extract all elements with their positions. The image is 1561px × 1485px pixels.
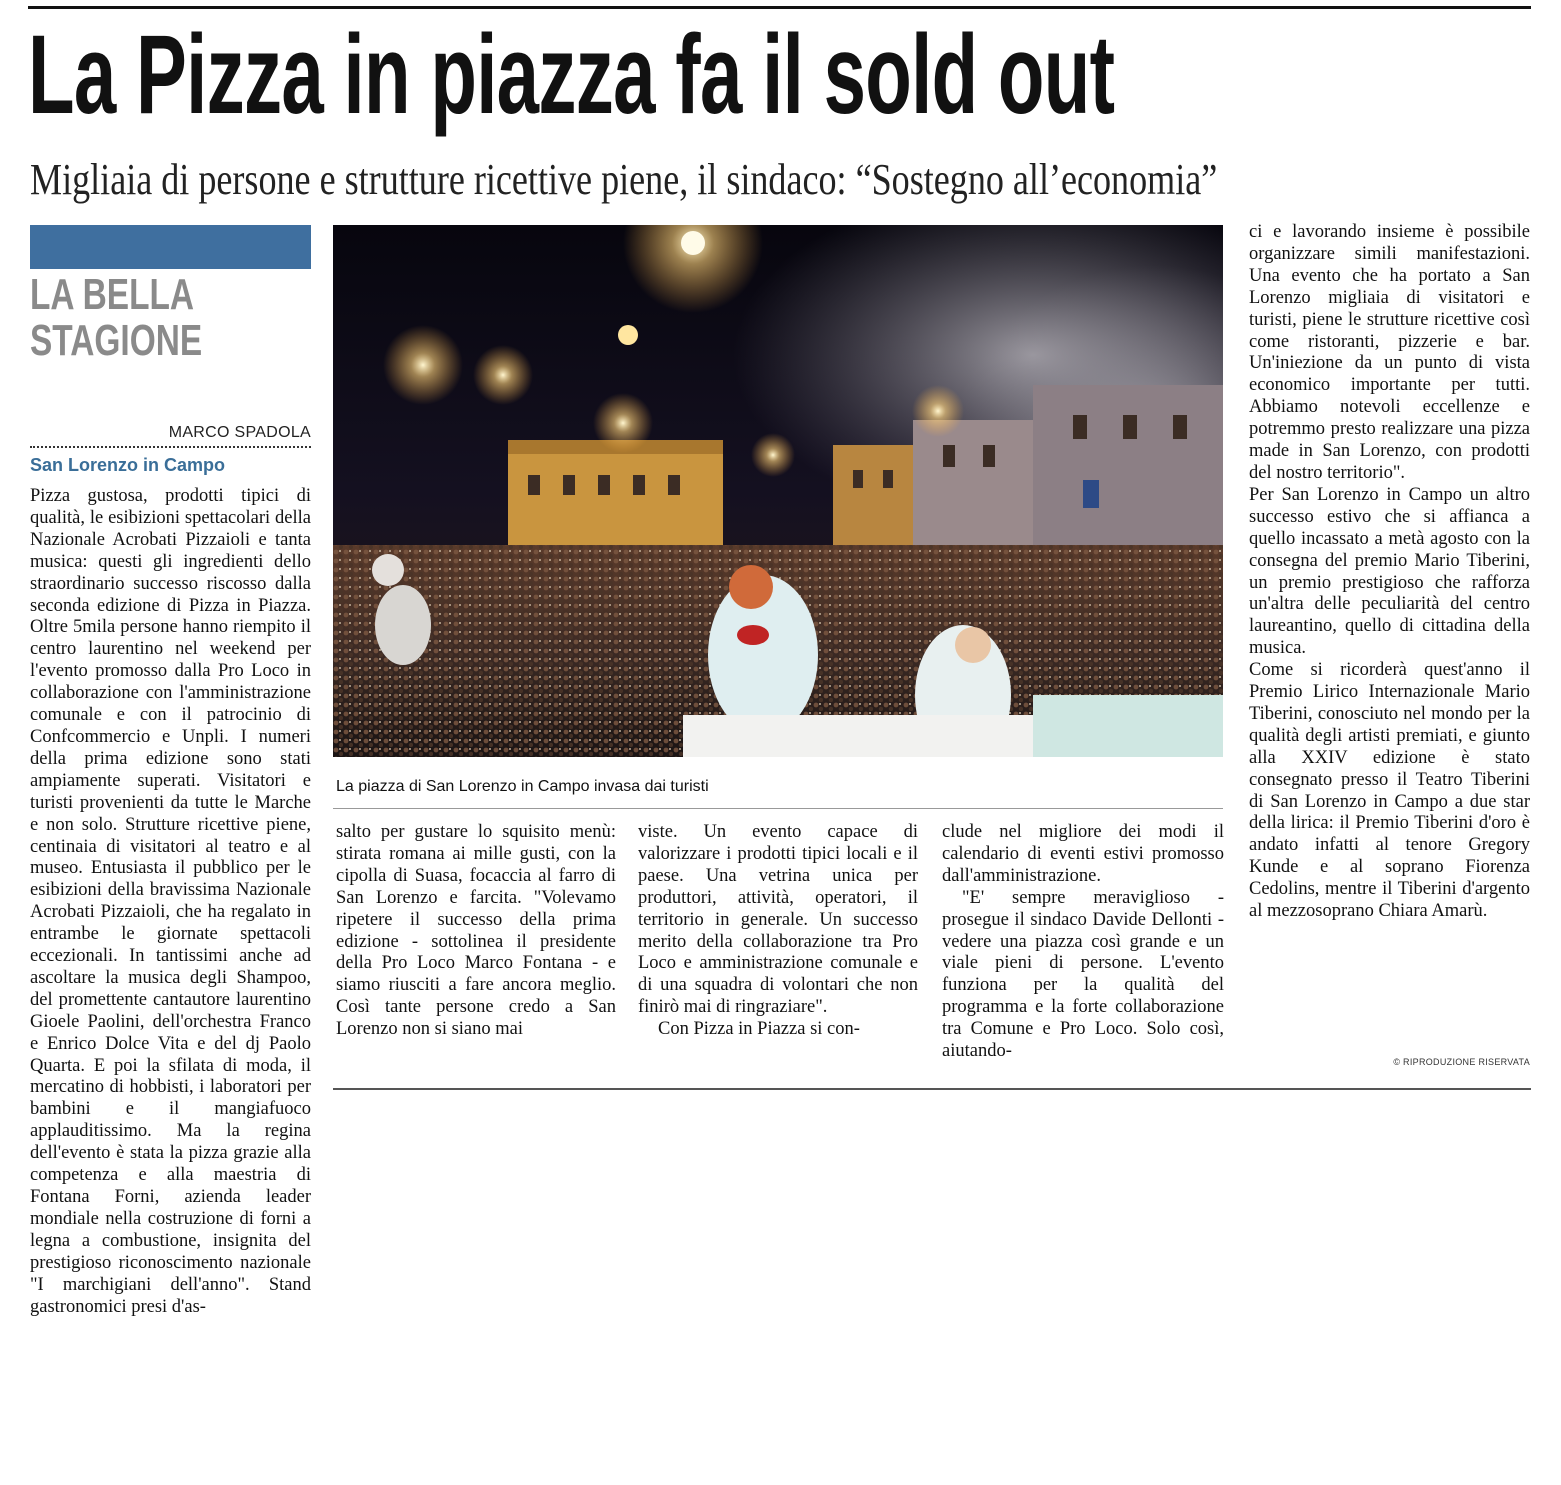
headline: La Pizza in piazza fa il sold out xyxy=(28,12,1115,137)
column-5-paragraph-3: Come si ricorderà quest'anno il Premio Lirico Internazionale Mario Tiberini, conosciuto nel mondo per la qualità degli artisti premiati, e giunto alla XXIV edizione è stato consegnato presso il Teatro Tiberini di San Lorenzo in Campo a due star della lirica: il Premio Tiberini d'oro è andato infatti al tenore Gregory Kunde e al soprano Fiorenza Cedolins, mentre il Tiberini d'argento al mezzosoprano Chiara Amarù. xyxy=(1249,660,1530,922)
article-column-2 xyxy=(336,822,616,1072)
column-1-text: Pizza gustosa, prodotti tipici di qualità, le esibizioni spettacolari della Nazionale Acrobati Pizzaioli e tanta musica: questi gli ingredienti dello straordinario successo riscosso dalla seconda edizione di Pizza in Piazza. Oltre 5mila persone hanno riempito il centro laurentino nel weekend per l'evento promosso dalla Pro Loco in collaborazione con l'amministrazione comunale e con il patrocinio di Confcommercio e Unpli. I numeri della prima edizione sono stati ampiamente superati. Visitatori e turisti provenienti da tutte le Marche e non solo. Strutture ricettive piene, centinaia di visitatori al teatro e al museo. Entusiasta il pubblico per le esibizioni della bravissima Nazionale Acrobati Pizzaioli, che ha regalato in entrambe le giornate spettacoli eccezionali. In tantissimi anche ad ascoltare la musica degli Shampoo, del promettente cantautore laurentino Gioele Paolini, dell'orchestra Franco e Enrico Dolce Vita e del dj Paolo Quarta. E poi la sfilata di moda, il mercatino di hobbisti, i laboratori per bambini e il mangiafuoco applauditissimo. Ma la regina dell'evento è stata la pizza grazie alla competenza e alla maestria di Fontana Forni, azienda leader mondiale nella costruzione di forni a legna a combustione, insignita del prestigioso riconoscimento nazionale "I marchigiani dell'anno". Stand gastronomici presi d'as- xyxy=(30,486,311,1317)
article-column-4 xyxy=(942,822,1224,1072)
article-column-5 xyxy=(1249,222,1530,1052)
article-column-3 xyxy=(638,822,918,1072)
byline-divider xyxy=(30,446,311,448)
article-column-1 xyxy=(30,486,311,1476)
column-3-paragraph-2: Con Pizza in Piazza si con- xyxy=(658,1019,860,1040)
caption-divider xyxy=(333,808,1223,809)
section-label xyxy=(30,272,258,364)
column-5-paragraph-2: Per San Lorenzo in Campo un altro successo estivo che si affianca a quello incassato a metà agosto con la consegna del premio Mario Tiberini, un premio prestigioso che rafforza un'altra delle peculiarità del centro laureantino, quello di cittadina della musica. xyxy=(1249,484,1530,659)
column-5-paragraph-1: ci e lavorando insieme è possibile organizzare simili manifestazioni. Una evento che ha portato a San Lorenzo migliaia di visitatori e turisti, piene le strutture ricettive così come ristoranti, pizzerie e bar. Un'iniezione da un punto di vista economico importante per tutti. Abbiamo notevoli eccellenze e potremmo presto realizzare una pizza made in San Lorenzo, con prodotti del nostro territorio". xyxy=(1249,222,1530,483)
crowd-photo xyxy=(333,225,1223,757)
section-color-bar xyxy=(30,225,311,269)
column-4-paragraph-2: "E' sempre meraviglioso - prosegue il sindaco Davide Dellonti - vedere una piazza così grande e un viale pieni di persone. L'evento funziona per la qualità del programma e la forte collaborazione tra Comune e Pro Loco. Solo così, aiutando- xyxy=(942,887,1224,1062)
photo-caption: La piazza di San Lorenzo in Campo invasa dai turisti xyxy=(336,778,709,795)
column-2-text: salto per gustare lo squisito menù: stirata romana ai mille gusti, con la cipolla di Suasa, focaccia al farro di San Lorenzo e farcita. "Volevamo ripetere il successo della prima edizione - sottolinea il presidente della Pro Loco Marco Fontana - e siamo riusciti a fare ancora meglio. Così tante persone credo a San Lorenzo non si siano mai xyxy=(336,822,616,1040)
author-byline: MARCO SPADOLA xyxy=(168,424,311,441)
crowd-photo-image xyxy=(333,225,1223,757)
copyright-notice: © RIPRODUZIONE RISERVATA xyxy=(1393,1057,1530,1067)
column-4-paragraph-1: clude nel migliore dei modi il calendario di eventi estivi promosso dall'amministrazione. xyxy=(942,822,1224,886)
subheadline: Migliaia di persone e strutture ricettive piene, il sindaco: “Sostegno all’economia” xyxy=(30,155,1218,204)
column-3-paragraph-1: viste. Un evento capace di valorizzare i prodotti tipici locali e il paese. Una vetrina unica per produttori, attività, operatori, il territorio in generale. Un successo merito della collaborazione tra Pro Loco e amministrazione comunale e di una squadra di volontari che non finirò mai di ringraziare". xyxy=(638,822,918,1018)
top-rule xyxy=(28,6,1531,9)
section-label-line1: LA BELLA xyxy=(30,270,195,319)
section-label-line2: STAGIONE xyxy=(30,316,203,365)
dateline: San Lorenzo in Campo xyxy=(30,455,226,475)
bottom-rule xyxy=(333,1088,1531,1090)
